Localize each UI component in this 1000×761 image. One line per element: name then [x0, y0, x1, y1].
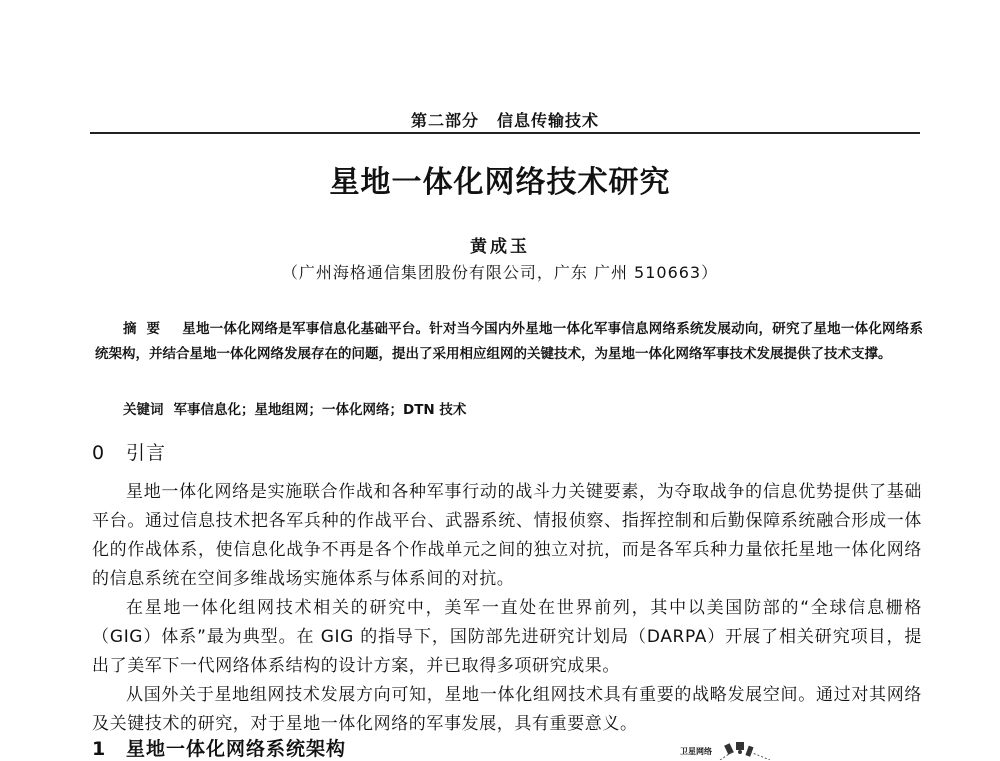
satellite-icon: [680, 738, 800, 760]
paragraph: 在星地一体化组网技术相关的研究中，美军一直处在世界前列，其中以美国防部的“全球信息栅格（GIG）体系”最为典型。在 GIG 的指导下，国防部先进研究计划局（DARPA）开展了相关研究项目，提出了美军下一代网络体系结构的设计方案，并已取得多项研究成果。: [92, 598, 922, 676]
section-title: 引言: [126, 442, 167, 464]
paper-title: 星地一体化网络技术研究: [329, 165, 671, 200]
abstract-label: 摘要: [123, 321, 170, 337]
abstract: [95, 317, 923, 367]
introduction-body: [92, 478, 922, 739]
section-number: 0: [92, 442, 106, 464]
abstract-text: 星地一体化网络是军事信息化基础平台。针对当今国内外星地一体化军事信息网络系统发展动向，研究了星地一体化网络系统架构，并结合星地一体化网络发展存在的问题，提出了采用相应组网的关键技术，为星地一体化网络军事技术发展提供了技术支撑。: [95, 321, 923, 362]
part-name: 信息传输技术: [497, 111, 600, 130]
keywords-label: 关键词: [123, 402, 164, 418]
header-rule: [90, 132, 920, 134]
keywords: [123, 399, 923, 421]
section-number: 1: [92, 738, 107, 760]
figure-label: 卫星网络: [680, 747, 712, 756]
keywords-text: 军事信息化；星地组网；一体化网络；DTN 技术: [173, 402, 467, 418]
figure-satellite-network: [680, 738, 800, 760]
author-name: 黄成玉: [470, 237, 530, 257]
author-affiliation: （广州海格通信集团股份有限公司，广东 广州 510663）: [281, 263, 719, 282]
section-heading-introduction: [92, 438, 166, 465]
running-section-header: [90, 108, 920, 131]
section-title: 星地一体化网络系统架构: [126, 738, 347, 760]
paragraph: 星地一体化网络是实施联合作战和各种军事行动的战斗力关键要素，为夺取战争的信息优势提供了基础平台。通过信息技术把各军兵种的作战平台、武器系统、情报侦察、指挥控制和后勤保障系统融合形成一体化的作战体系，使信息化战争不再是各个作战单元之间的独立对抗，而是各军兵种力量依托星地一体化网络的信息系统在空间多维战场实施体系与体系间的对抗。: [92, 482, 922, 589]
part-label: 第二部分: [410, 111, 479, 130]
paragraph: 从国外关于星地组网技术发展方向可知，星地一体化组网技术具有重要的战略发展空间。通过对其网络及关键技术的研究，对于星地一体化网络的军事发展，具有重要意义。: [92, 685, 922, 734]
section-heading-architecture: [92, 734, 346, 761]
